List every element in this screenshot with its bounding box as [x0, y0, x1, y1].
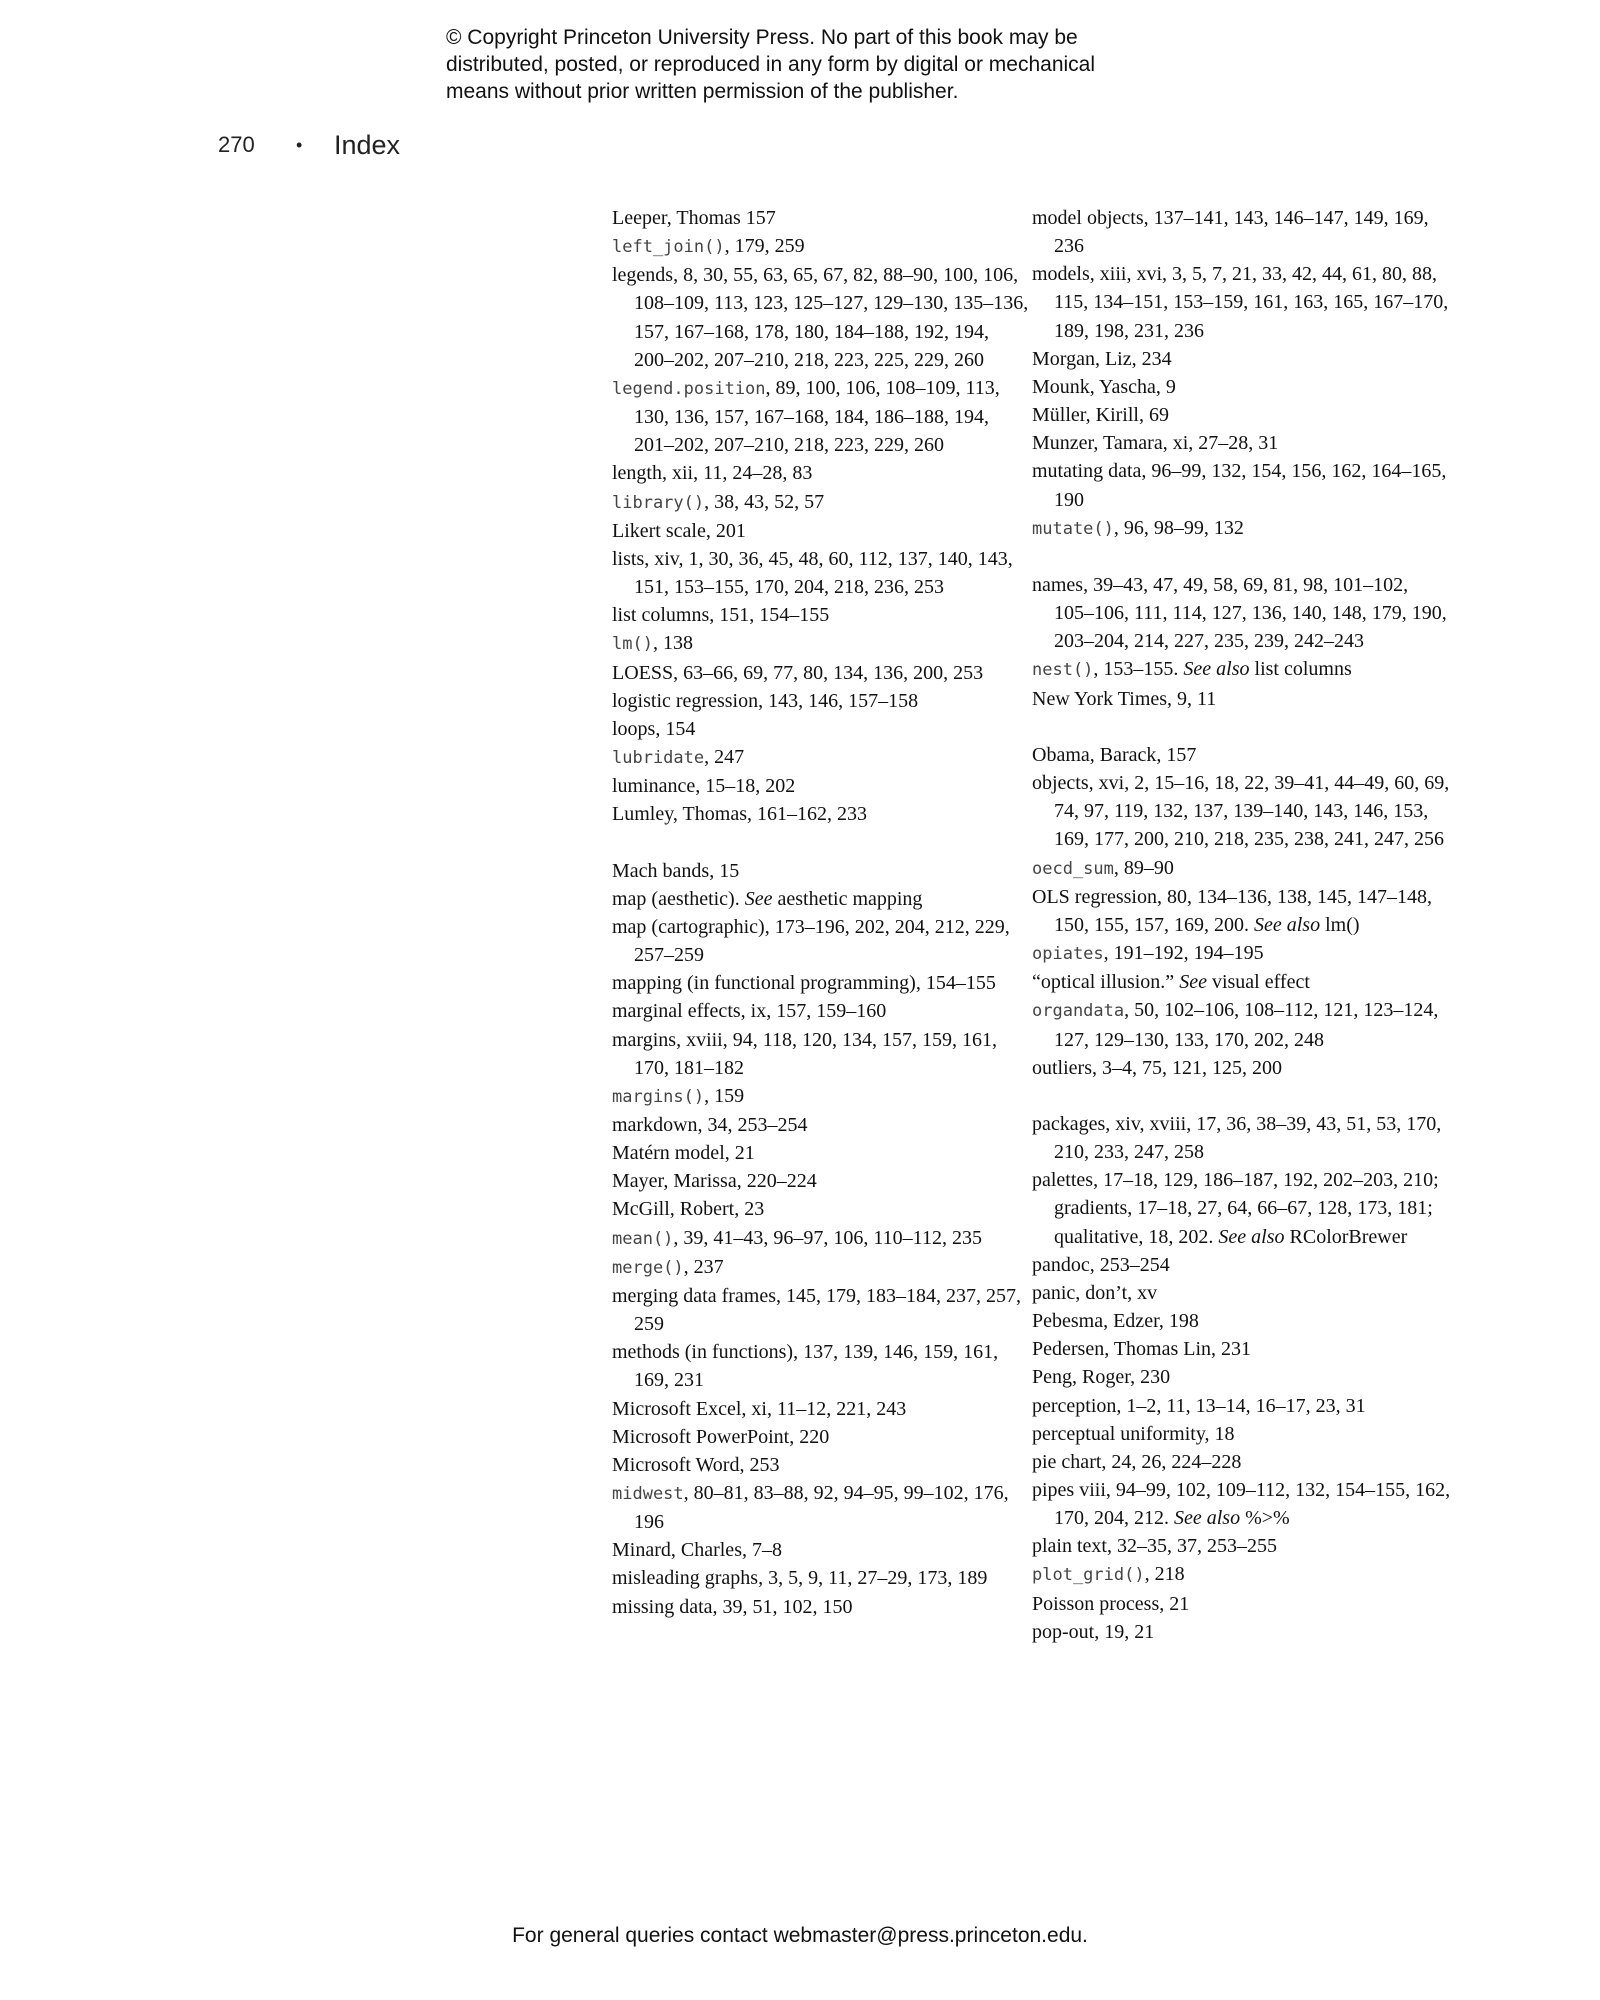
- index-entry: [1032, 968, 1452, 996]
- code-term: mean(): [612, 1228, 674, 1249]
- entry-text: missing data, 39, 51, 102, 150: [612, 1595, 853, 1618]
- code-term: lubridate: [612, 747, 705, 768]
- entry-text: , 50, 102–106, 108–112, 121, 123–124, 127, 129–130, 133, 170, 202, 248: [1054, 999, 1439, 1051]
- index-entry: [612, 1282, 1032, 1338]
- entry-text: Obama, Barack, 157: [1032, 743, 1197, 766]
- code-term: library(): [612, 492, 705, 513]
- entry-text: Microsoft PowerPoint, 220: [612, 1425, 830, 1448]
- entry-text: , 153–155.: [1093, 658, 1184, 681]
- entry-text: , 89–90: [1113, 856, 1174, 879]
- index-entry: [612, 913, 1032, 969]
- cross-reference: See also: [1218, 1225, 1285, 1248]
- index-entry: [1032, 1335, 1452, 1363]
- entry-text: legends, 8, 30, 55, 63, 65, 67, 82, 88–90, 100, 106, 108–109, 113, 123, 125–127, 129–130, 135–136, 157, 167–168, 178, 180, 184–188, 192, 194, 200–202, 207–210, 218, 223, 225, 229, 260: [612, 264, 1029, 371]
- entry-text: Morgan, Liz, 234: [1032, 347, 1172, 370]
- index-entry: [612, 232, 1032, 261]
- entry-text: map (aesthetic).: [612, 887, 745, 910]
- entry-text: palettes, 17–18, 129, 186–187, 192, 202–203, 210; gradients, 17–18, 27, 64, 66–67, 128, 173, 181; qualitative, 18, 202.: [1032, 1169, 1439, 1248]
- entry-text: mapping (in functional programming), 154–155: [612, 972, 996, 995]
- index-entry: [612, 857, 1032, 885]
- index-entry: [612, 261, 1032, 374]
- entry-text: margins, xviii, 94, 118, 120, 134, 157, 159, 161, 170, 181–182: [612, 1028, 997, 1079]
- index-entry: [1032, 401, 1452, 429]
- entry-text: Munzer, Tamara, xi, 27–28, 31: [1032, 432, 1279, 455]
- index-entry: [1032, 1618, 1452, 1646]
- index-column-right: [1032, 204, 1452, 1646]
- entry-text: markdown, 34, 253–254: [612, 1113, 808, 1136]
- code-term: lm(): [612, 634, 653, 655]
- entry-text: names, 39–43, 47, 49, 58, 69, 81, 98, 101–102, 105–106, 111, 114, 127, 136, 140, 148, 179, 190, 203–204, 214, 227, 235, 239, 242–243: [1032, 574, 1447, 653]
- entry-text: , 39, 41–43, 96–97, 106, 110–112, 235: [673, 1226, 982, 1249]
- entry-text: packages, xiv, xviii, 17, 36, 38–39, 43, 51, 53, 170, 210, 233, 247, 258: [1032, 1112, 1442, 1164]
- entry-text: Microsoft Word, 253: [612, 1453, 780, 1476]
- index-entry: [612, 687, 1032, 715]
- index-entry: [612, 1593, 1032, 1621]
- entry-text: LOESS, 63–66, 69, 77, 80, 134, 136, 200, 253: [612, 661, 984, 684]
- index-entry: [612, 1139, 1032, 1167]
- entry-text: plain text, 32–35, 37, 253–255: [1032, 1535, 1277, 1558]
- entry-text: OLS regression, 80, 134–136, 138, 145, 147–148, 150, 155, 157, 169, 200.: [1032, 885, 1432, 936]
- entry-text: models, xiii, xvi, 3, 5, 7, 21, 33, 42, 44, 61, 80, 88, 115, 134–151, 153–159, 161, 163, 165, 167–170, 189, 198, 231, 236: [1032, 263, 1449, 342]
- index-entry: [1032, 457, 1452, 513]
- entry-text: visual effect: [1206, 971, 1310, 994]
- entry-text: length, xii, 11, 24–28, 83: [612, 462, 813, 485]
- index-entry: [612, 629, 1032, 658]
- entry-text: “optical illusion.”: [1032, 971, 1180, 994]
- index-entry: [612, 1479, 1032, 1536]
- entry-text: aesthetic mapping: [772, 887, 923, 910]
- cross-reference: See also: [1183, 658, 1250, 681]
- index-entry: [1032, 1448, 1452, 1476]
- entry-text: Müller, Kirill, 69: [1032, 404, 1169, 427]
- cross-reference: See also: [1174, 1507, 1241, 1530]
- index-entry: [1032, 1392, 1452, 1420]
- index-entry: [612, 1082, 1032, 1111]
- copyright-line: © Copyright Princeton University Press. No part of this book may be: [446, 26, 1078, 49]
- entry-text: , 179, 259: [724, 235, 805, 258]
- index-entry: [1032, 1054, 1452, 1082]
- code-term: nest(): [1032, 660, 1094, 681]
- entry-text: perception, 1–2, 11, 13–14, 16–17, 23, 31: [1032, 1394, 1366, 1417]
- index-entry: [612, 800, 1032, 828]
- code-term: opiates: [1032, 944, 1104, 965]
- index-entry: [612, 1395, 1032, 1423]
- index-entry: [1032, 1590, 1452, 1618]
- entry-text: Poisson process, 21: [1032, 1592, 1190, 1615]
- entry-text: Microsoft Excel, xi, 11–12, 221, 243: [612, 1397, 907, 1420]
- entry-text: Pedersen, Thomas Lin, 231: [1032, 1338, 1252, 1361]
- entry-text: Minard, Charles, 7–8: [612, 1539, 782, 1562]
- entry-text: lists, xiv, 1, 30, 36, 45, 48, 60, 112, 137, 140, 143, 151, 153–155, 170, 204, 218, 236, 253: [612, 547, 1013, 599]
- entry-text: , 80–81, 83–88, 92, 94–95, 99–102, 176, 196: [634, 1482, 1009, 1534]
- index-entry: [1032, 1307, 1452, 1335]
- code-term: organdata: [1032, 1001, 1125, 1022]
- index-entry: [1032, 996, 1452, 1053]
- index-entry: [1032, 345, 1452, 373]
- index-entry: [1032, 204, 1452, 260]
- index-entry: [612, 488, 1032, 517]
- entry-text: loops, 154: [612, 717, 696, 740]
- index-entry: [1032, 571, 1452, 655]
- entry-text: pie chart, 24, 26, 224–228: [1032, 1450, 1242, 1473]
- cross-reference: See also: [1254, 913, 1321, 936]
- cross-reference: See: [744, 887, 773, 910]
- index-entry: [1032, 883, 1452, 939]
- entry-text: pandoc, 253–254: [1032, 1253, 1170, 1276]
- entry-text: %>%: [1240, 1507, 1290, 1530]
- index-entry: [1032, 373, 1452, 401]
- index-entry: [612, 1026, 1032, 1082]
- running-head: [218, 128, 400, 162]
- entry-text: McGill, Robert, 23: [612, 1198, 765, 1221]
- index-entry: [1032, 260, 1452, 344]
- entry-text: Mach bands, 15: [612, 859, 740, 882]
- index-column-left: [612, 204, 1032, 1621]
- index-entry: [1032, 1251, 1452, 1279]
- entry-text: marginal effects, ix, 157, 159–160: [612, 1000, 887, 1023]
- index-entry: [612, 743, 1032, 772]
- index-entry: [612, 1423, 1032, 1451]
- section-title: Index: [334, 129, 401, 160]
- copyright-notice: [446, 24, 1206, 105]
- entry-text: objects, xvi, 2, 15–16, 18, 22, 39–41, 44–49, 60, 69, 74, 97, 119, 132, 137, 139–140, 143, 146, 153, 169, 177, 200, 210, 218, 235, 238, 241, 247, 256: [1032, 772, 1450, 851]
- index-entry: [612, 1195, 1032, 1223]
- entry-text: , 247: [704, 745, 745, 768]
- entry-text: Mounk, Yascha, 9: [1032, 375, 1176, 398]
- entry-text: misleading graphs, 3, 5, 9, 11, 27–29, 173, 189: [612, 1567, 988, 1590]
- entry-text: RColorBrewer: [1284, 1225, 1408, 1248]
- index-entry: [1032, 1110, 1452, 1166]
- index-entry: [612, 969, 1032, 997]
- index-entry: [1032, 1476, 1452, 1532]
- index-entry: [612, 1451, 1032, 1479]
- entry-text: logistic regression, 143, 146, 157–158: [612, 689, 919, 712]
- index-entry: [612, 459, 1032, 487]
- cross-reference: See: [1179, 971, 1207, 994]
- index-entry: [1032, 685, 1452, 713]
- code-term: midwest: [612, 1484, 684, 1505]
- entry-text: list columns, 151, 154–155: [612, 604, 830, 627]
- entry-text: , 38, 43, 52, 57: [704, 490, 825, 513]
- index-entry: [612, 374, 1032, 459]
- index-entry: [612, 601, 1032, 629]
- entry-text: , 96, 98–99, 132: [1113, 516, 1244, 539]
- index-entry: [1032, 1166, 1452, 1250]
- entry-text: model objects, 137–141, 143, 146–147, 149, 169, 236: [1032, 207, 1429, 258]
- code-term: plot_grid(): [1032, 1565, 1145, 1586]
- entry-text: Likert scale, 201: [612, 519, 746, 542]
- entry-text: lm(): [1320, 913, 1360, 936]
- page-number: 270: [218, 132, 255, 157]
- index-entry: [1032, 1420, 1452, 1448]
- entry-text: Pebesma, Edzer, 198: [1032, 1310, 1199, 1333]
- index-entry: [612, 1338, 1032, 1394]
- entry-text: Mayer, Marissa, 220–224: [612, 1170, 817, 1193]
- index-entry: [1032, 1363, 1452, 1391]
- entry-text: Peng, Roger, 230: [1032, 1366, 1171, 1389]
- index-entry: [1032, 429, 1452, 457]
- entry-text: , 159: [704, 1084, 745, 1107]
- index-entry: [1032, 741, 1452, 769]
- code-term: merge(): [612, 1257, 684, 1278]
- entry-text: , 138: [652, 632, 693, 655]
- letter-group-gap: [1032, 1082, 1452, 1110]
- code-term: left_join(): [612, 237, 725, 258]
- code-term: margins(): [612, 1086, 705, 1107]
- entry-text: Matérn model, 21: [612, 1142, 755, 1165]
- code-term: mutate(): [1032, 518, 1114, 539]
- letter-group-gap: [1032, 543, 1452, 571]
- index-entry: [1032, 1279, 1452, 1307]
- entry-text: pipes viii, 94–99, 102, 109–112, 132, 154–155, 162, 170, 204, 212.: [1032, 1478, 1451, 1530]
- entry-text: outliers, 3–4, 75, 121, 125, 200: [1032, 1056, 1282, 1079]
- entry-text: , 218: [1144, 1563, 1185, 1586]
- index-entry: [612, 1564, 1032, 1592]
- entry-text: Lumley, Thomas, 161–162, 233: [612, 803, 867, 826]
- entry-text: methods (in functions), 137, 139, 146, 159, 161, 169, 231: [612, 1341, 999, 1392]
- index-entry: [1032, 514, 1452, 543]
- index-entry: [1032, 939, 1452, 968]
- index-entry: [612, 659, 1032, 687]
- index-entry: [612, 772, 1032, 800]
- index-entry: [612, 1111, 1032, 1139]
- index-entry: [612, 997, 1032, 1025]
- index-entry: [612, 204, 1032, 232]
- index-entry: [612, 1224, 1032, 1253]
- index-entry: [612, 1253, 1032, 1282]
- entry-text: merging data frames, 145, 179, 183–184, 237, 257, 259: [612, 1284, 1022, 1336]
- entry-text: , 89, 100, 106, 108–109, 113, 130, 136, 157, 167–168, 184, 186–188, 194, 201–202, 207–210, 218, 223, 229, 260: [634, 376, 1000, 457]
- index-entry: [1032, 1532, 1452, 1560]
- entry-text: , 191–192, 194–195: [1103, 942, 1264, 965]
- index-entry: [612, 1167, 1032, 1195]
- entry-text: luminance, 15–18, 202: [612, 775, 796, 798]
- code-term: oecd_sum: [1032, 858, 1114, 879]
- copyright-line: distributed, posted, or reproduced in any form by digital or mechanical: [446, 53, 1096, 76]
- entry-text: Leeper, Thomas 157: [612, 207, 776, 229]
- entry-text: New York Times, 9, 11: [1032, 687, 1217, 710]
- entry-text: mutating data, 96–99, 132, 154, 156, 162, 164–165, 190: [1032, 460, 1447, 511]
- index-entry: [612, 545, 1032, 601]
- index-entry: [612, 715, 1032, 743]
- footer-contact: For general queries contact webmaster@press.princeton.edu.: [512, 1924, 1088, 1947]
- index-entry: [1032, 655, 1452, 684]
- index-entry: [1032, 1560, 1452, 1589]
- index-entry: [612, 885, 1032, 913]
- index-entry: [1032, 854, 1452, 883]
- entry-text: , 237: [683, 1255, 724, 1278]
- entry-text: map (cartographic), 173–196, 202, 204, 212, 229, 257–259: [612, 915, 1010, 967]
- code-term: legend.position: [612, 378, 766, 399]
- letter-group-gap: [612, 828, 1032, 856]
- entry-text: panic, don’t, xv: [1032, 1281, 1158, 1304]
- bullet-separator: •: [296, 134, 303, 155]
- entry-text: perceptual uniformity, 18: [1032, 1422, 1235, 1445]
- entry-text: pop-out, 19, 21: [1032, 1620, 1155, 1643]
- copyright-line: means without prior written permission of the publisher.: [446, 80, 959, 103]
- index-entry: [612, 517, 1032, 545]
- index-entry: [612, 1536, 1032, 1564]
- entry-text: list columns: [1249, 658, 1352, 681]
- letter-group-gap: [1032, 713, 1452, 741]
- index-entry: [1032, 769, 1452, 853]
